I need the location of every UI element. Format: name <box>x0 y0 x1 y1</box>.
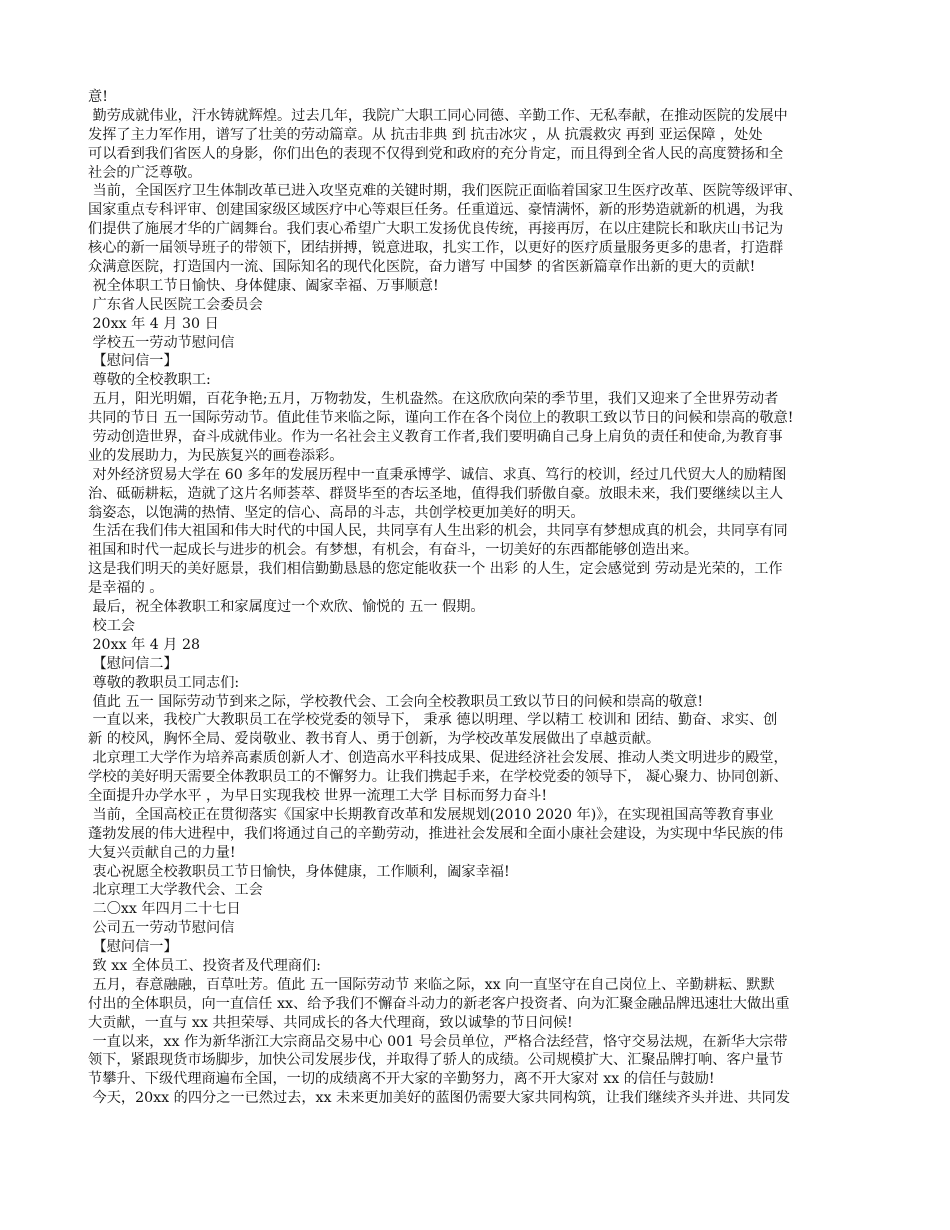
text-line: 发挥了主力军作用，谱写了壮美的劳动篇章。从 抗击非典 到 抗击冰灾 ，从 抗震救灾 再到 亚运保障 ，处处 <box>88 126 763 143</box>
text-line: 劳动创造世界，奋斗成就伟业。作为一名社会主义教育工作者,我们要明确自己身上肩负的责任和使命,为教育事 <box>88 429 783 446</box>
text-line: 祝全体职工节日愉快、身体健康、阖家幸福、万事顺意! <box>88 277 439 294</box>
text-line: 致 xx 全体员工、投资者及代理商们: <box>88 957 321 974</box>
text-line: 可以看到我们省医人的身影，你们出色的表现不仅得到党和政府的充分肯定，而且得到全省人民的高度赞扬和全 <box>88 145 784 162</box>
text-line: 当前，全国医疗卫生体制改革已进入攻坚克难的关键时期，我们医院正面临着国家卫生医疗改革、医院等级评审、 <box>88 183 802 200</box>
text-line: 意! <box>88 89 108 105</box>
text-line: 治、砥砺耕耘，造就了这片名师荟萃、群贤毕至的杏坛圣地，值得我们骄傲自豪。放眼未来，我们要继续以主人 <box>88 485 784 502</box>
text-line: 五月，春意融融，百草吐芳。值此 五一国际劳动节 来临之际，xx 向一直坚守在自己岗位上、辛勤耕耘、默默 <box>88 976 775 993</box>
text-line: 国家重点专科评审、创建国家级区域医疗中心等艰巨任务。任重道远、豪情满怀，新的形势造就新的机遇，为我 <box>88 202 784 219</box>
text-line: 领下，紧跟现货市场脚步，加快公司发展步伐，并取得了骄人的成绩。公司规模扩大、汇聚品牌打响、客户量节 <box>88 1052 784 1069</box>
text-line: 二〇xx 年四月二十七日 <box>88 901 241 918</box>
document-body <box>88 88 862 1108</box>
text-line: 学校五一劳动节慰问信 <box>88 334 235 351</box>
text-line: 这是我们明天的美好愿景，我们相信勤勤恳恳的您定能收获一个 出彩 的人生，定会感觉到 劳动是光荣的，工作 <box>88 561 783 578</box>
text-line: 衷心祝愿全校教职员工节日愉快，身体健康，工作顺利，阖家幸福! <box>88 863 510 880</box>
text-line: 付出的全体职员，向一直信任 xx、给予我们不懈奋斗动力的新老客户投资者、向为汇聚金融品牌迅速壮大做出重 <box>88 995 790 1012</box>
text-line: 核心的新一届领导班子的带领下，团结拼搏，锐意进取，扎实工作，以更好的医疗质量服务更多的患者，打造群 <box>88 240 784 257</box>
text-line: 尊敬的教职员工同志们: <box>88 674 240 691</box>
text-line: 一直以来，xx 作为新华浙江大宗商品交易中心 001 号会员单位，严格合法经营，恪守交易法规，在新华大宗带 <box>88 1033 788 1050</box>
text-line: 20xx 年 4 月 30 日 <box>88 315 219 332</box>
text-line: 一直以来，我校广大教职员工在学校党委的领导下， 秉承 德以明理、学以精工 校训和 团结、勤奋、求实、创 <box>88 712 778 729</box>
text-line: 北京理工大学教代会、工会 <box>88 882 263 899</box>
text-line: 蓬勃发展的伟大进程中，我们将通过自己的辛勤劳动，推进社会发展和全面小康社会建设，为实现中华民族的伟 <box>88 825 784 842</box>
text-line: 全面提升办学水平 ，为早日实现我校 世界一流理工大学 目标而努力奋斗! <box>88 787 548 804</box>
text-line: 北京理工大学作为培养高素质创新人才、创造高水平科技成果、促进经济社会发展、推动人类文明进步的殿堂， <box>88 750 788 767</box>
text-line: 校工会 <box>88 617 136 634</box>
text-line: 最后，祝全体教职工和家属度过一个欢欣、愉悦的 五一 假期。 <box>88 599 485 616</box>
text-line: 生活在我们伟大祖国和伟大时代的中国人民，共同享有人生出彩的机会，共同享有梦想成真的机会，共同享有同 <box>88 523 788 540</box>
text-line: 今天，20xx 的四分之一已然过去，xx 未来更加美好的蓝图仍需要大家共同构筑，让我们继续齐头并进、共同发 <box>88 1090 791 1107</box>
text-line: 共同的节日 五一国际劳动节。值此佳节来临之际，谨向工作在各个岗位上的教职工致以节日的问候和崇高的敬意! <box>88 410 794 427</box>
text-line: 学校的美好明天需要全体教职员工的不懈努力。让我们携起手来，在学校党委的领导下， 凝心聚力、协同创新、 <box>88 769 788 786</box>
text-line: 【慰问信一】 <box>88 939 178 956</box>
text-line: 广东省人民医院工会委员会 <box>88 296 263 313</box>
text-line: 是幸福的 。 <box>88 580 164 597</box>
text-line: 对外经济贸易大学在 60 多年的发展历程中一直秉承博学、诚信、求真、笃行的校训，经过几代贸大人的励精图 <box>88 466 787 483</box>
text-line: 翁姿态，以饱满的热情、坚定的信心、高昂的斗志，共创学校更加美好的明天。 <box>88 504 585 521</box>
text-line: 公司五一劳动节慰问信 <box>88 920 235 937</box>
text-line: 社会的广泛尊敬。 <box>88 164 202 181</box>
text-line: 20xx 年 4 月 28 <box>88 636 201 653</box>
text-line: 祖国和时代一起成长与进步的机会。有梦想，有机会，有奋斗，一切美好的东西都能够创造出来。 <box>88 542 699 559</box>
text-line: 五月，阳光明媚，百花争艳;五月，万物勃发，生机盎然。在这欣欣向荣的季节里，我们又迎来了全世界劳动者 <box>88 391 779 408</box>
text-line: 们提供了施展才华的广阔舞台。我们衷心希望广大职工发扬优良传统，再接再厉，在以庄建院长和耿庆山书记为 <box>88 221 784 238</box>
text-line: 值此 五一 国际劳动节到来之际，学校教代会、工会向全校教职员工致以节日的问候和崇高的敬意! <box>88 693 704 710</box>
text-line: 业的发展助力，为民族复兴的画卷添彩。 <box>88 447 344 464</box>
text-line: 新 的校风，胸怀全局、爱岗敬业、教书育人、勇于创新，为学校改革发展做出了卓越贡献。 <box>88 731 661 748</box>
text-line: 大贡献，一直与 xx 共担荣辱、共同成长的各大代理商，致以诚挚的节日问候! <box>88 1014 573 1031</box>
text-line: 尊敬的全校教职工: <box>88 372 211 389</box>
text-line: 众满意医院，打造国内一流、国际知名的现代化医院，奋力谱写 中国梦 的省医新篇章作出新的更大的贡献! <box>88 259 756 276</box>
text-line: 勤劳成就伟业，汗水铸就辉煌。过去几年，我院广大职工同心同德、辛勤工作、无私奉献，在推动医院的发展中 <box>88 107 788 124</box>
text-line: 【慰问信一】 <box>88 353 178 370</box>
text-line: 【慰问信二】 <box>88 655 178 672</box>
text-line: 大复兴贡献自己的力量! <box>88 844 236 861</box>
text-line: 节攀升、下级代理商遍布全国，一切的成绩离不开大家的辛勤努力，离不开大家对 xx 的信任与鼓励! <box>88 1071 715 1088</box>
text-line: 当前，全国高校正在贯彻落实《国家中长期教育改革和发展规划(2010 2020 年)》，在实现祖国高等教育事业 <box>88 806 774 823</box>
